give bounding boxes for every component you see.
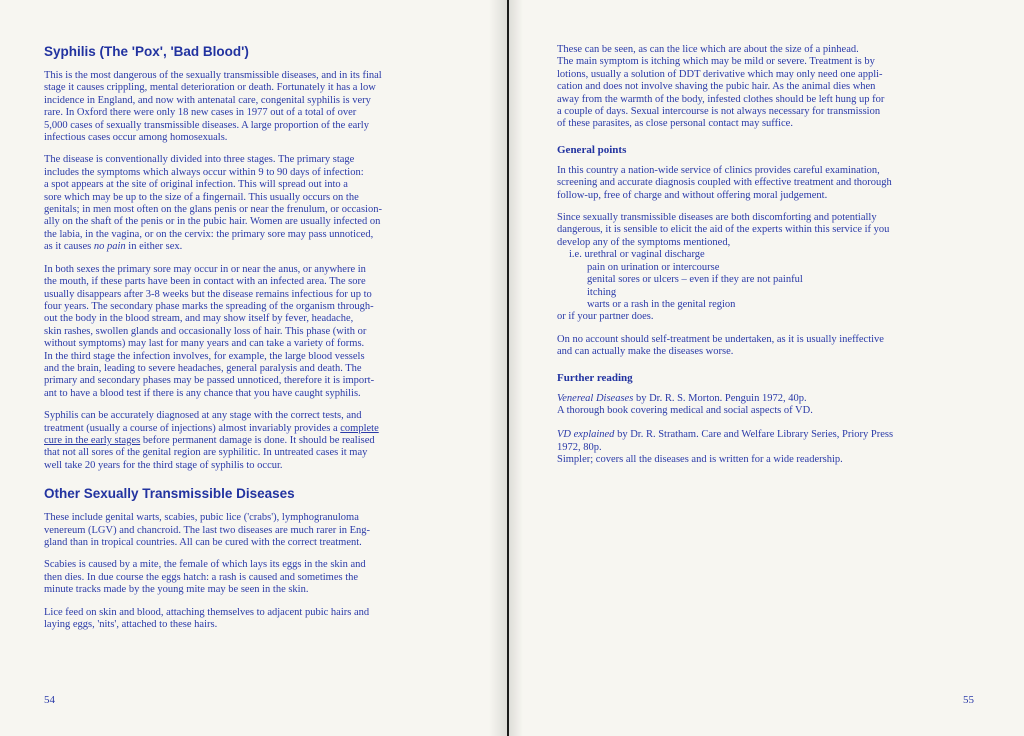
book2-title: VD explained	[557, 429, 615, 441]
scabies-paragraph: Scabies is caused by a mite, the female of which lays its eggs in the skin and then dies. In due course the eggs hatch: a rash is caused and sometimes the minute tracks made by the young mite may be seen in the skin.	[44, 559, 366, 596]
symptom-item: genital sores or ulcers – even if they are not painful	[587, 274, 803, 286]
page-number-right: 55	[963, 694, 974, 706]
further-reading-heading: Further reading	[557, 371, 633, 384]
symptom-item: pain on urination or intercourse	[587, 261, 720, 273]
book1-description: A thorough book covering medical and social aspects of VD.	[557, 404, 813, 416]
clinics-paragraph: In this country a nation-wide service of clinics provides careful examination, screening and accurate diagnosis coupled with effective treatment and thorough follow-up, free of charge and without offering moral judgement.	[557, 164, 892, 201]
syphilis-intro-paragraph: This is the most dangerous of the sexually transmissible diseases, and in its final stage it causes crippling, mental deterioration or death. Fortunately it has a low incidence in England, and now with antenatal care, congenital syphilis is very rare. In Oxford there were only 18 new cases in 1977 out of a total of over 5,000 cases of sexually transmissible diseases. A large proportion of the early infectious cases occur among homosexuals.	[44, 70, 382, 144]
partner-line: or if your partner does.	[557, 311, 654, 323]
diagnosis-text-start: Syphilis can be accurately diagnosed at any stage with the correct tests, and treatment (usually a course of injections) almost invariably provides a	[44, 410, 362, 434]
symptom-item: itching	[587, 286, 617, 298]
symptom-list	[557, 249, 962, 311]
experts-paragraph: Since sexually transmissible diseases are both discomforting and potentially dangerous, it is sensible to elicit the aid of the experts within this service if you develop any of the symptoms mentioned,	[557, 212, 890, 248]
syphilis-diagnosis-paragraph	[44, 410, 448, 472]
complete-cure-underlined: complete cure in the early stages	[44, 422, 379, 446]
left-page	[0, 0, 507, 736]
symptom-item: i.e. urethral or vaginal discharge	[569, 249, 705, 261]
book1-title: Venereal Diseases	[557, 392, 634, 404]
syphilis-secondary-paragraph: In both sexes the primary sore may occur in or near the anus, or anywhere in the mouth, if these parts have been in contact with an infected area. The sore usually disappears after 3-8 weeks but the disease remains infectious for up to four years. The secondary phase marks the spreading of the organism through- out the body in the blood stream, and may show itself by fever, headache, skin rashes, swollen glands and occasionally loss of hair. This phase (with or without symptoms) may last for many years and can take a variety of forms. In the third stage the infection involves, for example, the large blood vessels and the brain, leading to severe headaches, general paralysis and death. The primary and secondary phases may be passed unnoticed, therefore it is import- ant to have a blood test if there is any chance that you have caught syphilis.	[44, 263, 375, 399]
book2-citation	[557, 429, 962, 454]
general-points-heading: General points	[557, 143, 627, 156]
lice-continued-paragraph: These can be seen, as can the lice which are about the size of a pinhead. The main symptom is itching which may be mild or severe. Treatment is by lotions, usually a solution of DDT derivative which may only need one appli- cation and does not involve shaving the pubic hair. As the animal dies when away from the warmth of the body, infested clothes should be left hung up for a couple of days. Sexual intercourse is not always necessary for transmission of these parasites, as close personal contact may suffice.	[557, 44, 885, 130]
book2-description: Simpler; covers all the diseases and is written for a wide readership.	[557, 454, 843, 466]
no-pain-emphasis: no pain	[93, 241, 126, 253]
symptom-item: warts or a rash in the genital region	[587, 298, 736, 310]
other-diseases-heading: Other Sexually Transmissible Diseases	[44, 486, 295, 502]
right-page-content	[557, 44, 962, 477]
self-treatment-paragraph: On no account should self-treatment be undertaken, as it is usually ineffective and can actually make the diseases worse.	[557, 333, 884, 358]
stages-text-end: in either sex.	[125, 241, 183, 253]
left-page-content	[44, 44, 448, 641]
book2-details: by Dr. R. Stratham. Care and Welfare Library Series, Priory Press 1972, 80p.	[557, 429, 894, 453]
page-number-left: 54	[44, 694, 55, 706]
other-diseases-paragraph: These include genital warts, scabies, pubic lice ('crabs'), lymphogranuloma venereum (LGV) and chancroid. The last two diseases are much rarer in Eng- gland than in tropical countries. All can be cured with the correct treatment.	[44, 512, 371, 548]
diagnosis-text-end: before permanent damage is done. It should be realised that not all sores of the genital region are syphilitic. In untreated cases it may well take 20 years for the third stage of syphilis to occur.	[44, 434, 375, 471]
syphilis-heading: Syphilis (The 'Pox', 'Bad Blood')	[44, 44, 249, 59]
syphilis-stages-paragraph	[44, 154, 448, 253]
book1-citation	[557, 393, 962, 405]
right-page	[509, 0, 1024, 736]
book1-details: by Dr. R. S. Morton. Penguin 1972, 40p.	[633, 392, 807, 404]
stages-text-start: The disease is conventionally divided into three stages. The primary stage includes the symptoms which always occur within 9 to 90 days of infection: a spot appears at the site of original infection. This will spread out into a sore which may be up to the size of a fingernail. This usually occurs on the genitals; in men most often on the glans penis or near the frenulum, or occasion- ally on the shaft of the penis or in the pubic hair. Women are usually infected on the labia, in the vagina, or on the cervix: the primary sore may pass unnoticed, as it causes	[44, 154, 382, 253]
lice-paragraph: Lice feed on skin and blood, attaching themselves to adjacent pubic hairs and laying eggs, 'nits', attached to these hairs.	[44, 606, 370, 631]
